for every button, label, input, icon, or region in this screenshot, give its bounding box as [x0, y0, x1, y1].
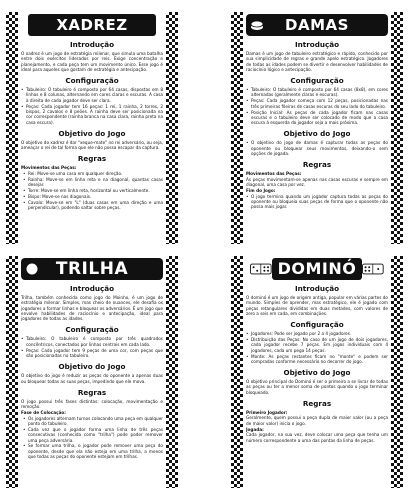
intro-text: Trilha, também conhecida como jogo do Moinho, é um jogo de estratégia milenar. Simples, mas cheio de nuances, ele desafia os jogadores a formar linhas e bloquear os adversários. É um jogo que envolve habilidades de raciocínio e antecipação, ideal para jogadores de todas as idades.: [21, 295, 163, 322]
section-heading: Regras: [302, 160, 332, 170]
section-heading: Objetivo do Jogo: [283, 368, 351, 378]
checker-border-right: [166, 256, 178, 488]
card-title: DAMAS: [285, 16, 349, 34]
checker-border-right: [391, 12, 403, 244]
checker-border-left: [231, 256, 243, 488]
objective-text: • O objetivo do jogo de damas é capturar todas as peças do oponente ou bloquear seus movimentos, deixando-o sem opções de jogada.: [246, 140, 388, 156]
checker-border-left: [6, 12, 18, 244]
section-heading: Introdução: [294, 40, 340, 49]
section-heading: Configuração: [65, 76, 119, 86]
end-list: [246, 194, 388, 210]
checker-piece-icon: [250, 18, 264, 32]
domino-tile-icon: [250, 263, 272, 275]
intro-text: O dominó é um jogo de origem antiga, popular em várias partes do mundo. Simples de aprender, mas estratégico, ele é jogado com peças retangulares divididas em duas metades, com valores de zero a seis em cada, em combinações.: [246, 295, 388, 316]
card-title: XADREZ: [28, 14, 155, 36]
intro-text: Damas é um jogo de tabuleiro estratégico e rápido, conhecido por sua simplicidade de regras e grande apelo estratégico. Jogadores de todas as idades podem se divertir e desenvolver habilidades de raciocínio lógico e antecipação.: [246, 51, 388, 72]
list-item: • Posição Inicial: As peças de cada jogador ficam nas casas escuras e o tabuleiro deve ser colocado de modo que a casa escura à esquerda do jogador seja a mais próxima.: [246, 110, 388, 126]
objective-text: O objetivo do jogo é reduzir as peças do oponente a apenas duas ou bloquear todas as suas peças, impedindo que ele mova.: [21, 373, 163, 384]
config-list: [246, 331, 388, 364]
list-item: • Bispo: Move-se nas diagonais.: [21, 194, 163, 199]
list-item: • Os jogadores alternam turnos colocando uma peça em qualquer ponto do tabuleiro.: [21, 416, 163, 427]
list-item: • Tabuleiro: O tabuleiro é composto por três quadrados concêntricos, conectados por linhas centrais em cada lado.: [21, 336, 163, 347]
objective-text: O objetivo principal do Dominó é ser o primeiro a se livrar de todas as peças ou ter a menor soma de pontos quando o jogo terminar bloqueado.: [246, 379, 388, 395]
list-item: • Jogadores: Pode ser jogado por 2 a 4 jogadores.: [246, 331, 388, 336]
card-title: TRILHA: [55, 259, 129, 279]
rules-subheading: Fase de Colocação:: [21, 410, 66, 416]
objective-text: O objetivo do xadrez é dar "xeque-mate" no rei adversário, ou seja, ameaçar o rei de tal forma que ele não possa escapar da captura.: [21, 139, 163, 151]
list-item: • O jogo termina quando um jogador captura todas as peças do oponente ou bloqueia suas peças de forma que o oponente não possa mais jogar.: [246, 194, 388, 210]
section-heading: Introdução: [69, 40, 115, 49]
list-item: • Peças: Cada jogador tem 16 peças: 1 rei, 1 rainha, 2 torres, 2 bispos, 2 cavalos e 8 peões. A rainha deve ser posicionada na cor correspondente (rainha branca na casa clara, rainha preta na casa escura).: [21, 104, 163, 125]
rules-text: Cada jogador, na sua vez, deve colocar uma peça que tenha um número correspondente a uma das pontas da linha de peças.: [246, 432, 388, 443]
config-list: [21, 87, 163, 125]
placement-list: [21, 416, 163, 460]
list-item: • Distribuição das Peças: No caso de um jogo de dois jogadores, cada jogador recebe 7 peças. Em jogos individuais com 4 jogadores, cada um pega 14 peças.: [246, 337, 388, 353]
rules-text: Geralmente, quem possui a peça dupla de maior valor (ou a peça de maior valor) inicia o jogo.: [246, 415, 388, 426]
rules-text: As peças movimentam-se apenas nas casas escuras e sempre em diagonal, uma casa por vez.: [246, 176, 388, 187]
intro-text: O xadrez é um jogo de estratégia milenar, que simula uma batalha entre dois exércitos liderados por reis. Exige concentração e planejamento, e cada peça tem um movimento único. Esse jogo é ideal para aqueles que gostam de estratégia e antecipação.: [21, 51, 163, 72]
title-box-trilha: [21, 258, 163, 280]
rules-subheading: Fim do Jogo:: [246, 188, 276, 194]
list-item: • Cada vez que o jogador forma uma linha de três peças consecutivas (conhecida como "trilha") pode poder remover uma peça adversária.: [21, 427, 163, 443]
objective-list: [246, 140, 388, 156]
checker-border-right: [391, 256, 403, 488]
list-item: • Tabuleiro: O tabuleiro é composto por 64 casas, dispostas em 8 linhas e 8 colunas, alternando em cores claras e escuras. A casa à direita de cada jogador deve ser clara.: [21, 87, 163, 103]
list-item: • Cavalo: Move-se em "L" (duas casas em uma direção e uma perpendicular), podendo saltar sobre peças.: [21, 200, 163, 211]
section-heading: Regras: [77, 154, 107, 164]
rules-subheading: Jogada:: [246, 426, 264, 432]
section-heading: Objetivo do Jogo: [58, 362, 126, 372]
domino-tile-icon: [362, 263, 384, 275]
section-heading: Configuração: [290, 320, 344, 330]
list-item: • Rainha: Move-se em linha reta e na diagonal, quantas casas desejar.: [21, 177, 163, 188]
rules-subheading: Movimentos das Peças:: [246, 171, 302, 177]
rules-subheading: Primeiro Jogador:: [246, 410, 288, 416]
rules-list: [21, 171, 163, 210]
checker-border-left: [6, 256, 18, 488]
list-item: • Tabuleiro: O tabuleiro é composto por 64 casas (8x8), em cores alternadas (geralmente claras e escuras).: [246, 87, 388, 98]
card-domino: [231, 256, 403, 488]
section-heading: Regras: [302, 399, 332, 409]
rules-subheading: Movimentos das Peças:: [21, 165, 77, 171]
title-box-damas: [246, 14, 388, 36]
list-item: • Peças: Cada jogador tem 9 peças de uma cor, com peças que são posicionadas no tabuleiro.: [21, 348, 163, 359]
config-list: [21, 336, 163, 358]
list-item: • Rei: Move-se uma casa em qualquer direção.: [21, 171, 163, 176]
section-heading: Regras: [77, 387, 107, 397]
card-damas: [231, 12, 403, 244]
section-heading: Introdução: [69, 284, 115, 293]
list-item: • Monte: As peças restantes ficam no "monte" e podem ser compradas conforme necessário no decorrer do jogo.: [246, 354, 388, 365]
card-trilha: [6, 256, 178, 488]
config-list: [246, 87, 388, 125]
list-item: • Peças: Cada jogador começa com 12 peças, posicionadas nas três primeiras fileiras de casas escuras do seu lado do tabuleiro.: [246, 98, 388, 109]
card-xadrez: [6, 12, 178, 244]
title-box-domino: [246, 258, 388, 280]
checker-border-left: [231, 12, 243, 244]
title-box-xadrez: [21, 14, 163, 36]
section-heading: Objetivo do Jogo: [58, 128, 126, 138]
section-heading: Introdução: [294, 284, 340, 293]
card-title: DOMINÓ: [272, 258, 363, 280]
rules-text: O jogo possui três fases distintas: colocação, movimentação e remoção.: [21, 398, 163, 410]
list-item: • Torre: Move-se em linha reta, horizontal ou verticalmente.: [21, 188, 163, 193]
section-heading: Objetivo do Jogo: [283, 129, 351, 139]
checker-border-right: [166, 12, 178, 244]
section-heading: Configuração: [290, 76, 344, 86]
section-heading: Configuração: [65, 325, 119, 335]
list-item: • Se formar uma trilha, o jogador pode remover uma peça do oponente, desde que ela não esteja em uma trilha, a menos que todas as peças do oponente estejam em trilhas.: [21, 443, 163, 459]
token-icon: [25, 262, 39, 276]
